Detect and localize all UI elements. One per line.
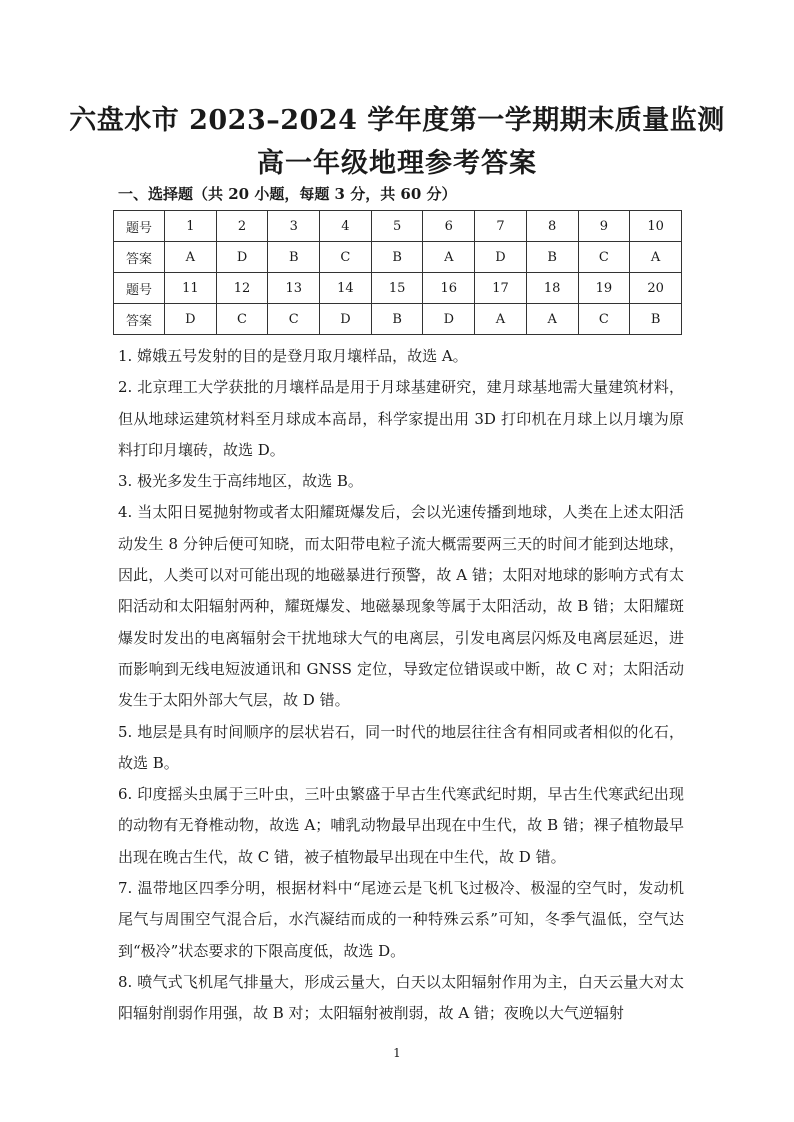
- row-label: 题号: [114, 273, 165, 304]
- answer-table: [113, 210, 682, 335]
- table-cell: 1: [165, 211, 217, 242]
- table-cell: 14: [320, 273, 372, 304]
- answer-explanations: [118, 341, 684, 1030]
- table-cell: C: [216, 304, 268, 335]
- table-row: [114, 211, 682, 242]
- document-subtitle: 高一年级地理参考答案: [257, 148, 537, 179]
- table-cell: D: [475, 242, 527, 273]
- table-cell: 16: [423, 273, 475, 304]
- table-cell: B: [268, 242, 320, 273]
- table-cell: 8: [526, 211, 578, 242]
- table-cell: B: [371, 304, 423, 335]
- table-cell: 13: [268, 273, 320, 304]
- table-cell: D: [320, 304, 372, 335]
- table-cell: 7: [475, 211, 527, 242]
- explanation-paragraph: 7. 温带地区四季分明，根据材料中“尾迹云是飞机飞过极冷、极湿的空气时，发动机尾气与周围空气混合后，水汽凝结而成的一种特殊云系”可知，冬季气温低，空气达到“极冷”状态要求的下限高度低，故选 D。: [118, 879, 684, 960]
- section-heading: 一、选择题（共 20 小题，每题 3 分，共 60 分）: [118, 185, 457, 203]
- row-label: 答案: [114, 242, 165, 273]
- table-cell: 9: [578, 211, 630, 242]
- table-cell: 4: [320, 211, 372, 242]
- table-cell: C: [578, 242, 630, 273]
- document-title: 六盘水市 2023–2024 学年度第一学期期末质量监测: [69, 105, 725, 136]
- table-cell: A: [423, 242, 475, 273]
- table-cell: 5: [371, 211, 423, 242]
- table-cell: A: [526, 304, 578, 335]
- table-cell: 19: [578, 273, 630, 304]
- table-cell: D: [216, 242, 268, 273]
- table-cell: 17: [475, 273, 527, 304]
- table-cell: B: [371, 242, 423, 273]
- table-row: [114, 273, 682, 304]
- table-cell: 18: [526, 273, 578, 304]
- page-number: 1: [393, 1046, 401, 1060]
- table-cell: 3: [268, 211, 320, 242]
- table-cell: 10: [630, 211, 682, 242]
- table-cell: 20: [630, 273, 682, 304]
- explanation-paragraph: 1. 嫦娥五号发射的目的是登月取月壤样品，故选 A。: [118, 347, 468, 365]
- table-cell: C: [320, 242, 372, 273]
- table-cell: 12: [216, 273, 268, 304]
- row-label: 答案: [114, 304, 165, 335]
- table-cell: D: [165, 304, 217, 335]
- explanation-paragraph: 5. 地层是具有时间顺序的层状岩石，同一时代的地层往往含有相同或者相似的化石，故选 B。: [118, 722, 684, 772]
- table-cell: A: [475, 304, 527, 335]
- explanation-paragraph: 6. 印度摇头虫属于三叶虫，三叶虫繁盛于早古生代寒武纪时期，早古生代寒武纪出现的动物有无脊椎动物，故选 A；哺乳动物最早出现在中生代，故 B 错；裸子植物最早出现在晚古生代，故 C 错，被子植物最早出现在中生代，故 D 错。: [118, 785, 684, 866]
- explanation-paragraph: 3. 极光多发生于高纬地区，故选 B。: [118, 472, 363, 491]
- row-label: 题号: [114, 211, 165, 242]
- explanation-paragraph: 2. 北京理工大学获批的月壤样品是用于月球基建研究，建月球基地需大量建筑材料，但从地球运建筑材料至月球成本高昂，科学家提出用 3D 打印机在月球上以月壤为原料打印月壤砖，故选 D。: [118, 378, 684, 459]
- table-cell: D: [423, 304, 475, 335]
- table-cell: 11: [165, 273, 217, 304]
- table-cell: 6: [423, 211, 475, 242]
- table-cell: B: [526, 242, 578, 273]
- table-cell: A: [630, 242, 682, 273]
- table-cell: C: [268, 304, 320, 335]
- table-cell: 15: [371, 273, 423, 304]
- table-cell: B: [630, 304, 682, 335]
- table-row: [114, 304, 682, 335]
- table-cell: 2: [216, 211, 268, 242]
- explanation-paragraph: 8. 喷气式飞机尾气排量大，形成云量大，白天以太阳辐射作用为主，白天云量大对太阳辐射削弱作用强，故 B 对；太阳辐射被削弱，故 A 错；夜晚以大气逆辐射: [118, 972, 684, 1023]
- table-cell: C: [578, 304, 630, 335]
- explanation-paragraph: 4. 当太阳日冕抛射物或者太阳耀斑爆发后，会以光速传播到地球，人类在上述太阳活动发生 8 分钟后便可知晓，而太阳带电粒子流大概需要两三天的时间才能到达地球，因此，人类可以对可能出现的地磁暴进行预警，故 A 错；太阳对地球的影响方式有太阳活动和太阳辐射两种，耀斑爆发、地磁暴现象等属于太阳活动，故 B 错；太阳耀斑爆发时发出的电离辐射会干扰地球大气的电离层，引发电离层闪烁及电离层延迟，进而影响到无线电短波通讯和 GNSS 定位，导致定位错误或中断，故 C 对；太阳活动发生于太阳外部大气层，故 D 错。: [118, 503, 684, 710]
- table-row: [114, 242, 682, 273]
- table-cell: A: [165, 242, 217, 273]
